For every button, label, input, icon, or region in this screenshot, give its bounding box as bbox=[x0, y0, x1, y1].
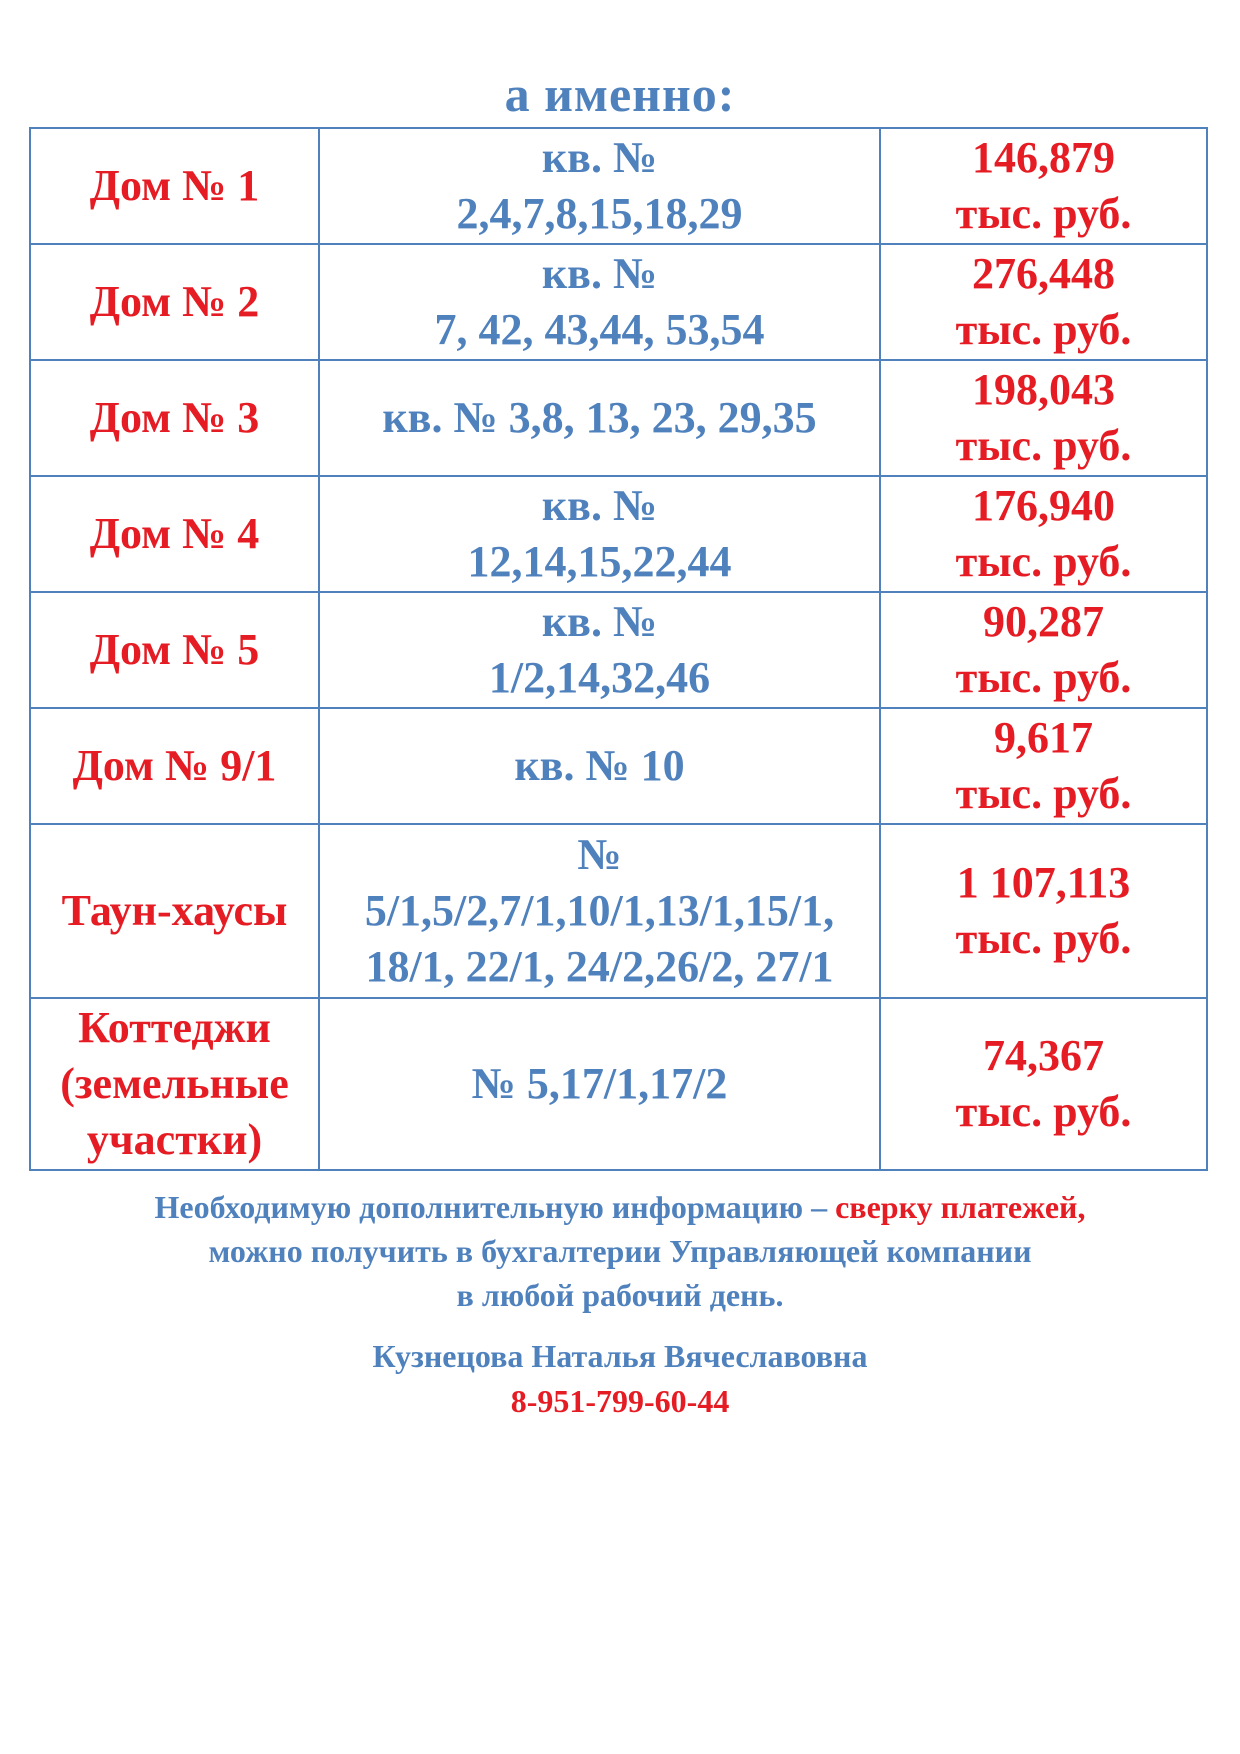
amount-unit: тыс. руб. bbox=[955, 1087, 1132, 1136]
apartments-text: кв. № bbox=[541, 133, 658, 182]
apartments-text: 12,14,15,22,44 bbox=[467, 537, 732, 586]
amount-cell bbox=[880, 128, 1207, 244]
amount-value: 9,617 bbox=[994, 713, 1093, 762]
info-note-text: Необходимую дополнительную информацию – bbox=[154, 1189, 836, 1225]
apartments-text: кв. № 3,8, 13, 23, 29,35 bbox=[382, 393, 817, 442]
apartments-cell bbox=[319, 998, 880, 1170]
amount-unit: тыс. руб. bbox=[955, 305, 1132, 354]
amount-value: 146,879 bbox=[972, 133, 1115, 182]
amount-cell bbox=[880, 360, 1207, 476]
apartments-text: № bbox=[577, 830, 622, 879]
amount-unit: тыс. руб. bbox=[955, 653, 1132, 702]
info-note-line: в любой рабочий день. bbox=[456, 1277, 784, 1313]
table-row bbox=[30, 592, 1207, 708]
house-cell bbox=[30, 824, 319, 998]
page-heading: а именно: bbox=[504, 66, 736, 122]
info-note bbox=[0, 1185, 1240, 1317]
table-row bbox=[30, 476, 1207, 592]
apartments-text: кв. № bbox=[541, 597, 658, 646]
apartments-text: 1/2,14,32,46 bbox=[488, 653, 711, 702]
amount-value: 1 107,113 bbox=[956, 858, 1131, 907]
house-label: Дом № 1 bbox=[89, 161, 260, 210]
table-row bbox=[30, 824, 1207, 998]
amount-unit: тыс. руб. bbox=[955, 537, 1132, 586]
apartments-cell bbox=[319, 592, 880, 708]
apartments-text: кв. № bbox=[541, 249, 658, 298]
amount-cell bbox=[880, 824, 1207, 998]
house-cell bbox=[30, 244, 319, 360]
table-row bbox=[30, 244, 1207, 360]
amount-unit: тыс. руб. bbox=[955, 769, 1132, 818]
house-label: участки) bbox=[86, 1115, 263, 1164]
amount-unit: тыс. руб. bbox=[955, 914, 1132, 963]
house-cell bbox=[30, 592, 319, 708]
house-cell bbox=[30, 360, 319, 476]
house-label: Дом № 2 bbox=[89, 277, 260, 326]
info-note-line bbox=[0, 1185, 1240, 1229]
table-row bbox=[30, 998, 1207, 1170]
apartments-cell bbox=[319, 360, 880, 476]
apartments-cell bbox=[319, 244, 880, 360]
house-cell bbox=[30, 128, 319, 244]
amount-cell bbox=[880, 998, 1207, 1170]
apartments-text: кв. № bbox=[541, 481, 658, 530]
house-label: Дом № 9/1 bbox=[72, 741, 277, 790]
table-row bbox=[30, 708, 1207, 824]
amount-cell bbox=[880, 476, 1207, 592]
table-row bbox=[30, 128, 1207, 244]
house-cell bbox=[30, 476, 319, 592]
amount-value: 74,367 bbox=[983, 1031, 1104, 1080]
info-note-highlight: сверку платежей bbox=[835, 1189, 1078, 1225]
debt-table bbox=[29, 127, 1208, 1171]
house-label: Дом № 5 bbox=[89, 625, 260, 674]
house-label: (земельные bbox=[60, 1059, 289, 1108]
contact-phone: 8-951-799-60-44 bbox=[510, 1383, 730, 1419]
amount-value: 176,940 bbox=[972, 481, 1115, 530]
amount-cell bbox=[880, 708, 1207, 824]
house-cell bbox=[30, 998, 319, 1170]
amount-cell bbox=[880, 592, 1207, 708]
house-label: Таун-хаусы bbox=[61, 886, 288, 935]
apartments-text: 5/1,5/2,7/1,10/1,13/1,15/1, bbox=[364, 886, 835, 935]
info-note-line: можно получить в бухгалтерии Управляющей компании bbox=[208, 1233, 1032, 1269]
apartments-text: № 5,17/1,17/2 bbox=[471, 1059, 728, 1108]
apartments-text: кв. № 10 bbox=[514, 741, 685, 790]
apartments-text: 18/1, 22/1, 24/2,26/2, 27/1 bbox=[365, 942, 834, 991]
table-row bbox=[30, 360, 1207, 476]
amount-unit: тыс. руб. bbox=[955, 421, 1132, 470]
house-label: Дом № 3 bbox=[89, 393, 260, 442]
amount-value: 276,448 bbox=[972, 249, 1115, 298]
amount-cell bbox=[880, 244, 1207, 360]
house-cell bbox=[30, 708, 319, 824]
contact-name: Кузнецова Наталья Вячеславовна bbox=[372, 1338, 868, 1374]
apartments-text: 2,4,7,8,15,18,29 bbox=[456, 189, 743, 238]
apartments-cell bbox=[319, 708, 880, 824]
amount-value: 90,287 bbox=[983, 597, 1104, 646]
amount-value: 198,043 bbox=[972, 365, 1115, 414]
apartments-text: 7, 42, 43,44, 53,54 bbox=[434, 305, 765, 354]
house-label: Коттеджи bbox=[78, 1003, 271, 1052]
amount-unit: тыс. руб. bbox=[955, 189, 1132, 238]
apartments-cell bbox=[319, 128, 880, 244]
house-label: Дом № 4 bbox=[89, 509, 260, 558]
apartments-cell bbox=[319, 476, 880, 592]
apartments-cell bbox=[319, 824, 880, 998]
info-note-comma: , bbox=[1077, 1189, 1086, 1225]
